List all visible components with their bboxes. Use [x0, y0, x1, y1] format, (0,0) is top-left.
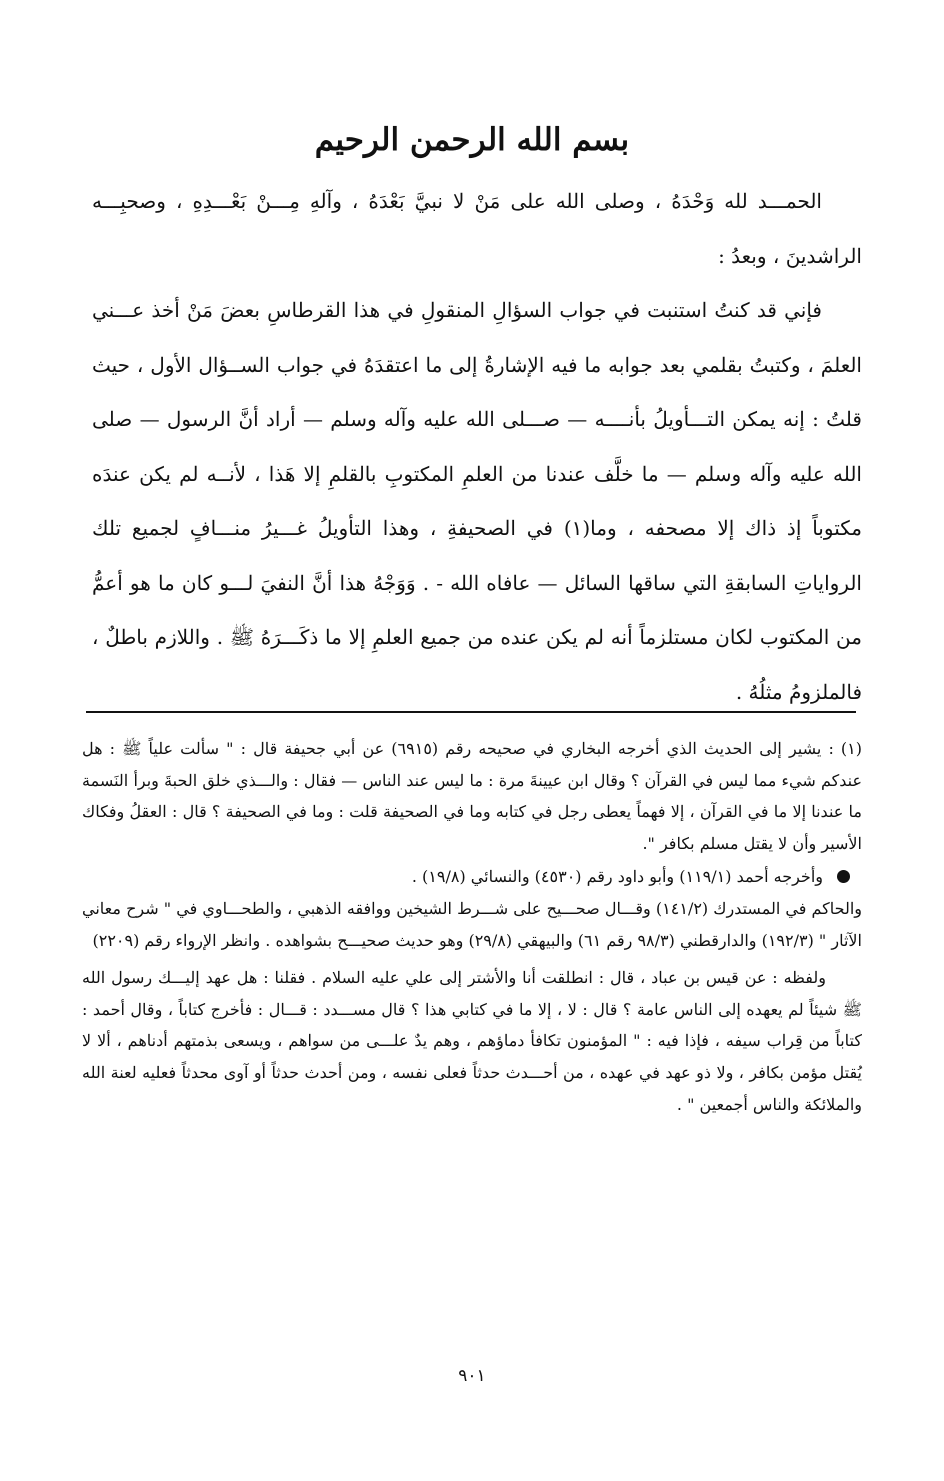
footnote-reference-line: [82, 861, 862, 893]
main-text: [92, 174, 862, 719]
page-number: ٩٠١: [458, 1366, 486, 1386]
footnote-hadith-wording: ولفظه : عن قيس بن عباد ، قال : انطلقت أنا والأشتر إلى علي عليه السلام . فقلنا : هل عهد إليـــك رسول الله ﷺ شيئاً لم يعهده إلى الناس عامة ؟ قال : لا ، إلا ما في كتابي هذا ؟ قال مســـدد : قـــال : فأخرج كتاباً ، وقال أحمد : كتاباً من قِراب سيفه ، فإذا فيه : " المؤمنون تكافأ دماؤهم ، وهم يدٌ علـــى من سواهم ، ويسعى بذمتهم أدناهم ، ألا لا يُقتل مؤمن بكافر ، ولا ذو عهد في عهده ، من أحـــدث حدثاً فعلى نفسه ، ومن أحدث حدثاً أو آوى محدثاً فعليه لعنة الله والملائكة والناس أجمعين " .: [82, 968, 862, 1114]
body-paragraph: فإني قد كنتُ استنبت في جواب السؤالِ المنقولِ في هذا القرطاسِ بعضَ مَنْ أخذ عـــني العلمَ ، وكتبتُ بقلمي بعد جوابه ما فيه الإشارةُ إلى ما اعتقدَهُ في جواب الســؤال الأول ، حيث قلتُ : إنه يمكن التـــأويلُ بأنــــه — صـــلى الله عليه وآله وسلم — أراد أنَّ الرسول — صلى الله عليه وآله وسلم — ما خلَّف عندنا من العلمِ المكتوبِ بالقلمِ إلا هَذا ، لأنــه لم يكن عندَه مكتوباً إذ ذاك إلا مصحفه ، وما(١) في الصحيفةِ ، وهذا التأويلُ غـــيرُ منـــافٍ لجميع تلك الرواياتِ السابقةِ التي ساقها السائل — عافاه الله - . وَوَجْهُ هذا أنَّ النفيَ لـــو كان ما هو أعمُّ من المكتوب لكان مستلزماً أنه لم يكن عنده من جميع العلمِ إلا ما ذكَـــرَهُ ﷺ . واللازم باطلٌ ، فالملزومُ مثلُهُ .: [92, 298, 862, 704]
opening-paragraph: الحمـــد لله وَحْدَهُ ، وصلى الله على مَنْ لا نبيَّ بَعْدَهُ ، وآلهِ مِـــنْ بَعْـــدِهِ ، وصحبِـــه الراشدينَ ، وبعدُ :: [92, 189, 862, 268]
basmala-heading: بسم الله الرحمن الرحيم: [314, 122, 630, 158]
reference-text: وأخرجه أحمد (١١٩/١) وأبو داود رقم (٤٥٣٠) والنسائي (١٩/٨) .: [411, 867, 823, 887]
footnote-reference-continued: والحاكم في المستدرك (١٤١/٢) وقـــال صحـــيح على شـــرط الشيخين ووافقه الذهبي ، والطحـــاوي في " شرح معاني الآثار " (١٩٢/٣) والدارقطني (٩٨/٣ رقم ٦١) والبيهقي (٢٩/٨) وهو حديث صحيـــح بشواهده . وانظر الإرواء رقم (٢٢٠٩): [82, 898, 863, 950]
footnote-1: (١) : يشير إلى الحديث الذي أخرجه البخاري في صحيحه رقم (٦٩١٥) عن أبي جحيفة قال : " سألت علياً ﷺ : هل عندكم شيء مما ليس في القرآن ؟ وقال ابن عيينةَ مرة : ما ليس عند الناس — فقال : والـــذي خلق الحبةَ وبرأ النَسمة ما عندنا إلا ما في القرآن ، إلا فهماً يعطى رجل في كتابه وما في الصحيفة قلت : وما في الصحيفة ؟ قال : العقلُ وفكاك الأسير وأن لا يقتل مسلم بكافر ".: [82, 739, 863, 853]
footnotes: [82, 733, 862, 1120]
footnote-separator: [86, 711, 856, 713]
bullet-icon: [837, 870, 850, 883]
